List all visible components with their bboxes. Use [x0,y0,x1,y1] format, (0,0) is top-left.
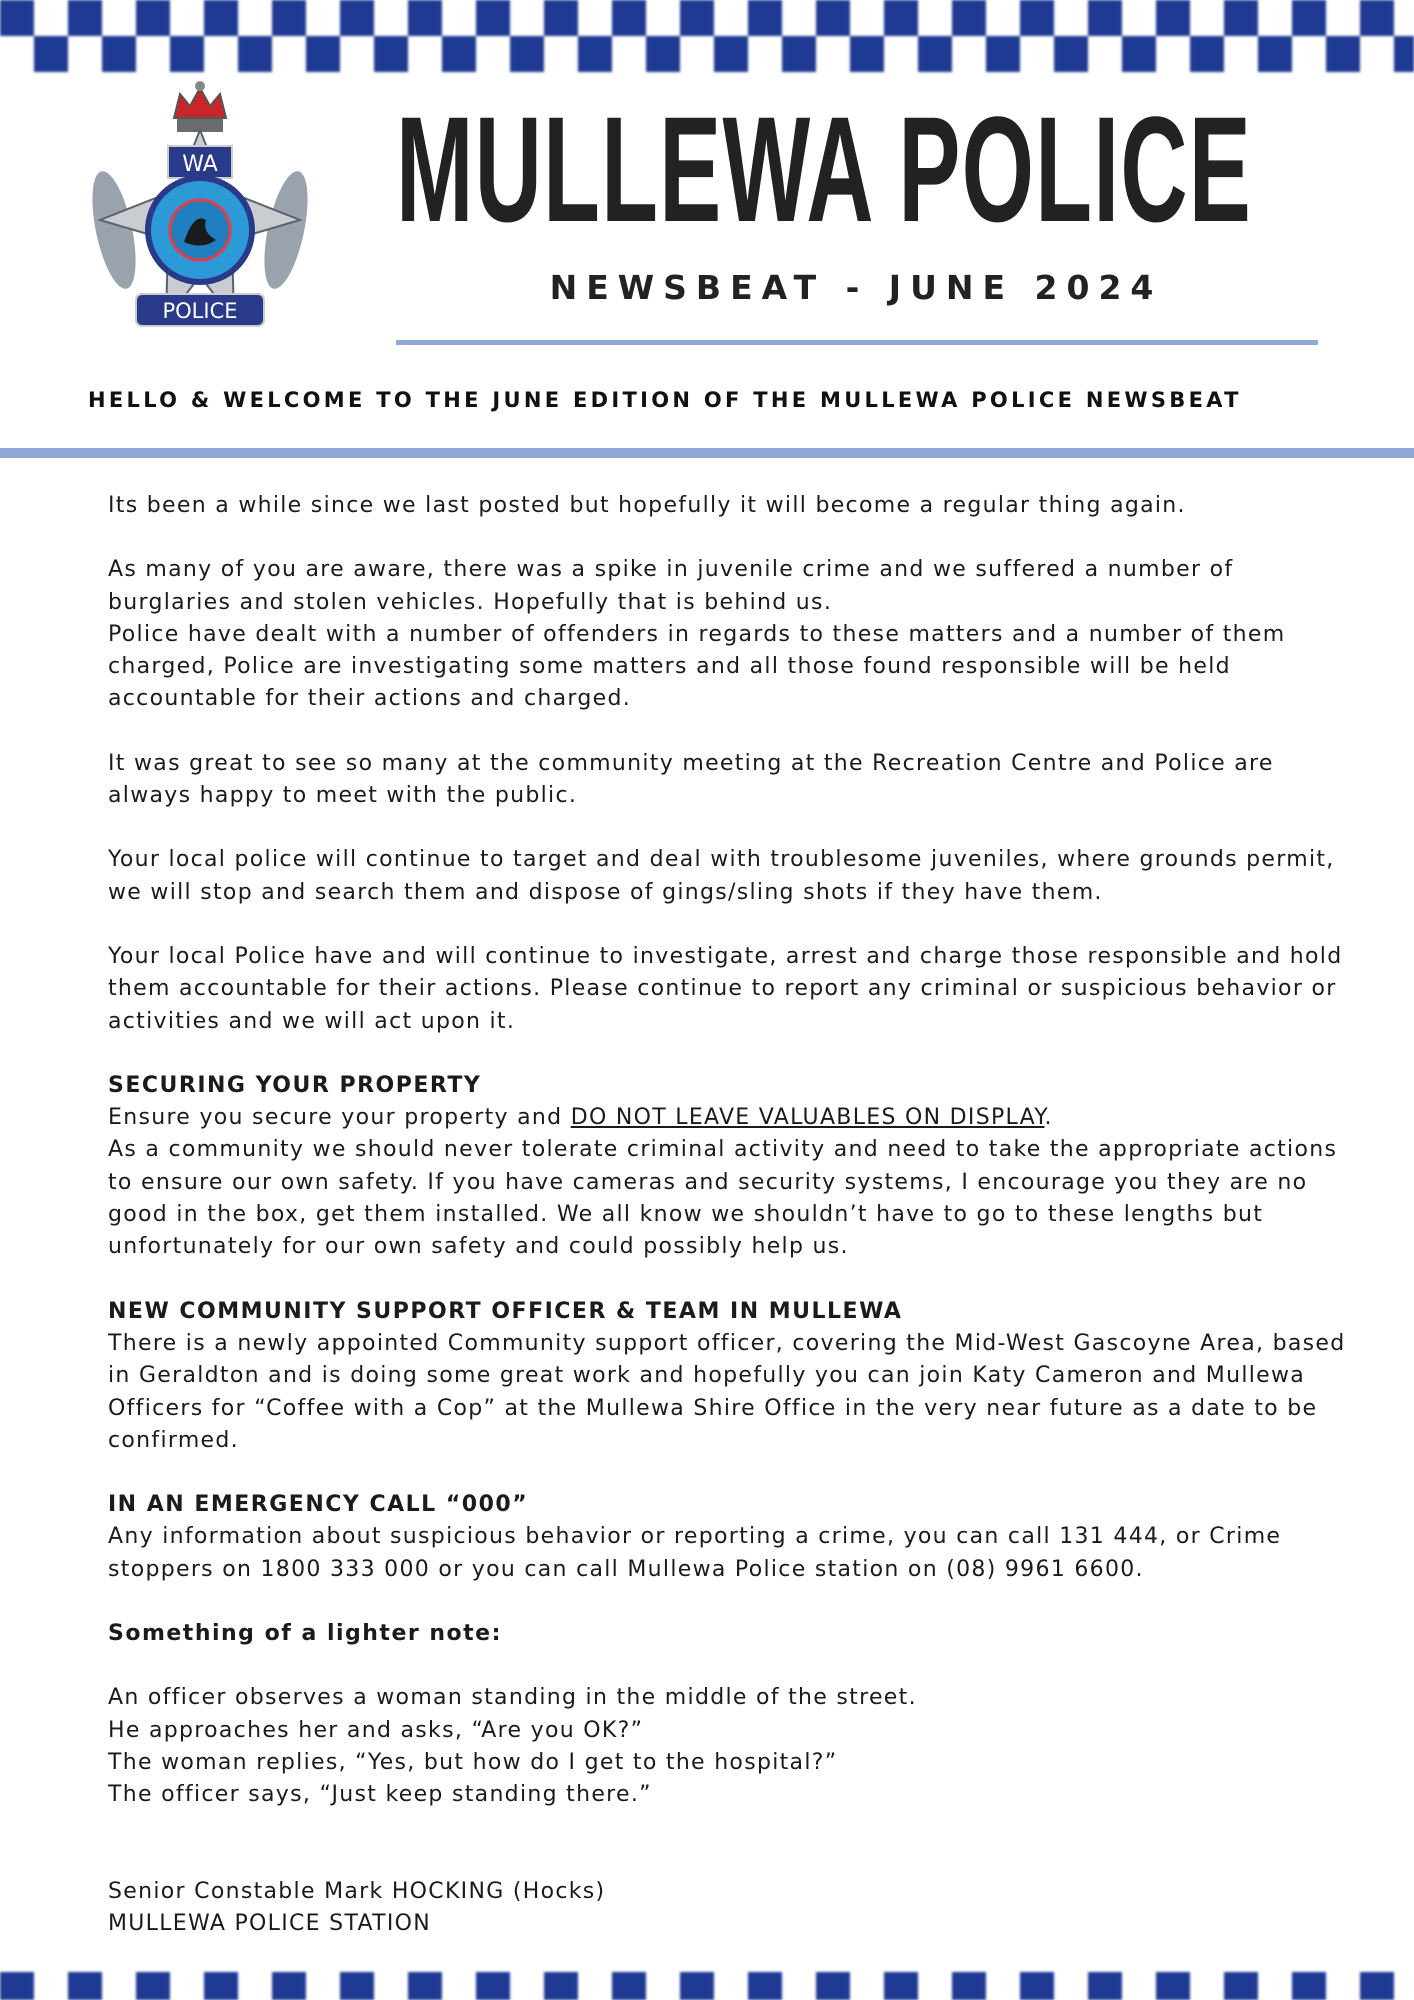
valuables-warning: DO NOT LEAVE VALUABLES ON DISPLAY [570,1105,1045,1131]
checker-square [238,36,272,72]
checker-square [1224,0,1258,36]
checker-square [408,36,442,72]
checker-square [170,1972,204,2000]
support-paragraph: There is a newly appointed Community support officer, covering the Mid-West Gascoyne Area, based in Geraldton and is doing some great work and hopefully you can join Katy Cameron and Mullewa Officers for “Coffee with a Cop” at the Mullewa Shire Office in the very near future as a date to be confirmed. [108,1330,1346,1453]
checker-square [646,0,680,36]
checker-square [918,0,952,36]
checker-square [374,36,408,72]
page-title: MULLEWA POLICE [396,85,1253,253]
checker-square [408,0,442,36]
checker-square [816,1972,850,2000]
checker-square [136,1972,170,2000]
joke-line: The woman replies, “Yes, but how do I get to the hospital?” [108,1749,838,1775]
crown-icon [174,81,226,132]
checker-square [102,36,136,72]
signature-name: Senior Constable Mark HOCKING (Hocks) [108,1878,606,1904]
checker-square [1292,1972,1326,2000]
newsletter-body [108,490,1348,1940]
checker-band-top [0,0,1414,72]
checker-square [1054,0,1088,36]
checker-square [1088,1972,1122,2000]
checker-band-bottom [0,1972,1414,2000]
checker-square [986,0,1020,36]
checker-square [1122,1972,1156,2000]
checker-square [1156,36,1190,72]
checker-square [374,0,408,36]
checker-square [1224,36,1258,72]
checker-square [136,36,170,72]
checker-square [748,36,782,72]
checker-square [102,1972,136,2000]
checker-square [34,1972,68,2000]
checker-square [0,36,34,72]
joke-line: The officer says, “Just keep standing there.” [108,1782,652,1808]
checker-square [918,36,952,72]
emergency-paragraph: Any information about suspicious behavior or reporting a crime, you can call 131 444, or Crime stoppers on 1800 333 000 or you can call Mullewa Police station on (08) 9961 6600. [108,1524,1282,1582]
checker-square [850,0,884,36]
checker-square [952,1972,986,2000]
checker-square [442,1972,476,2000]
checker-square [34,0,68,36]
intro-paragraph: Its been a while since we last posted but hopefully it will become a regular thing again. [108,493,1186,518]
svg-text:WA: WA [182,152,218,177]
checker-square [1258,1972,1292,2000]
checker-square [1020,36,1054,72]
checker-square [782,36,816,72]
checker-square [272,36,306,72]
checker-square [714,0,748,36]
intro-paragraph: Police have dealt with a number of offenders in regards to these matters and a number of them charged, Police are investigating some matters and all those found responsible will be held accountable for their actions and charged. [108,621,1286,712]
property-heading: SECURING YOUR PROPERTY [108,1072,482,1098]
intro-paragraph: As many of you are aware, there was a spike in juvenile crime and we suffered a number of burglaries and stolen vehicles. Hopefully that is behind us. [108,557,1234,615]
checker-square [1360,0,1394,36]
checker-square [1360,1972,1394,2000]
checker-square [884,0,918,36]
intro-paragraph: It was great to see so many at the community meeting at the Recreation Centre and Police are always happy to meet with the public. [108,750,1274,809]
checker-square [1190,1972,1224,2000]
checker-square [510,0,544,36]
checker-square [1190,0,1224,36]
signature-station: MULLEWA POLICE STATION [108,1910,432,1936]
joke-line: He approaches her and asks, “Are you OK?” [108,1717,644,1743]
checker-square [204,36,238,72]
checker-square [612,1972,646,2000]
header-divider [396,340,1318,345]
section-divider [0,448,1414,458]
checker-square [510,1972,544,2000]
checker-square [340,1972,374,2000]
checker-square [578,1972,612,2000]
checker-square [0,0,34,36]
checker-square [1122,36,1156,72]
checker-square [1224,1972,1258,2000]
checker-square [1190,36,1224,72]
checker-square [952,0,986,36]
checker-square [1156,1972,1190,2000]
checker-square [1020,1972,1054,2000]
checker-square [1088,0,1122,36]
checker-square [170,36,204,72]
checker-square [102,0,136,36]
checker-square [1088,36,1122,72]
checker-square [1258,0,1292,36]
checker-square [34,36,68,72]
checker-square [170,0,204,36]
support-heading: NEW COMMUNITY SUPPORT OFFICER & TEAM IN MULLEWA [108,1298,903,1324]
checker-square [544,1972,578,2000]
checker-square [0,1972,34,2000]
page-subtitle: NEWSBEAT - JUNE 2024 [549,268,1163,307]
checker-square [1258,36,1292,72]
checker-square [1394,36,1414,72]
checker-square [68,0,102,36]
checker-square [680,36,714,72]
checker-square [306,0,340,36]
checker-square [1020,0,1054,36]
checker-square [680,0,714,36]
checker-square [272,1972,306,2000]
checker-square [238,0,272,36]
checker-square [1394,0,1414,36]
checker-square [476,36,510,72]
checker-square [1360,36,1394,72]
checker-square [306,36,340,72]
checker-square [204,0,238,36]
checker-square [748,0,782,36]
checker-square [136,0,170,36]
checker-square [850,36,884,72]
checker-square [1156,0,1190,36]
checker-square [1054,1972,1088,2000]
checker-square [918,1972,952,2000]
checker-square [510,36,544,72]
checker-square [544,0,578,36]
checker-square [1326,0,1360,36]
checker-square [340,0,374,36]
checker-square [272,0,306,36]
checker-square [578,0,612,36]
checker-square [884,1972,918,2000]
checker-square [714,36,748,72]
checker-square [612,36,646,72]
property-line-text: Ensure you secure your property and [108,1105,571,1131]
checker-square [782,0,816,36]
checker-square [1326,1972,1360,2000]
checker-square [1394,1972,1414,2000]
checker-square [952,36,986,72]
checker-square [816,36,850,72]
checker-square [442,36,476,72]
checker-square [986,1972,1020,2000]
property-line-end: . [1044,1105,1053,1131]
checker-square [408,1972,442,2000]
checker-square [646,36,680,72]
checker-square [68,36,102,72]
checker-square [578,36,612,72]
checker-square [1054,36,1088,72]
joke-line: An officer observes a woman standing in the middle of the street. [108,1685,917,1711]
checker-square [612,0,646,36]
intro-paragraph: Your local police will continue to target and deal with troublesome juveniles, where grounds permit, we will stop and search them and dispose of gings/sling shots if they have them. [108,847,1335,905]
checker-square [204,1972,238,2000]
emergency-heading: IN AN EMERGENCY CALL “000” [108,1492,529,1518]
checker-square [1326,36,1360,72]
checker-square [68,1972,102,2000]
wa-police-badge-icon [84,80,316,348]
checker-square [714,1972,748,2000]
welcome-banner: HELLO & WELCOME TO THE JUNE EDITION OF THE MULLEWA POLICE NEWSBEAT [88,388,1242,412]
checker-square [816,0,850,36]
property-line [108,1102,1348,1134]
checker-square [782,1972,816,2000]
checker-square [680,1972,714,2000]
checker-square [850,1972,884,2000]
checker-square [646,1972,680,2000]
checker-square [374,1972,408,2000]
intro-paragraph: Your local Police have and will continue to investigate, arrest and charge those responsible and hold them accountable for their actions. Please continue to report any criminal or suspicious behavior or activities and we will act upon it. [108,943,1343,1034]
checker-square [306,1972,340,2000]
checker-square [1292,36,1326,72]
checker-square [238,1972,272,2000]
checker-square [442,0,476,36]
property-paragraph: As a community we should never tolerate criminal activity and need to take the appropriate actions to ensure our own safety. If you have cameras and security systems, I encourage you they are no good in the box, get them installed. We all know we shouldn’t have to go to these lengths but unfortunately for our own safety and could possibly help us. [108,1137,1338,1260]
checker-square [986,36,1020,72]
lighter-heading: Something of a lighter note: [108,1621,502,1647]
checker-square [748,1972,782,2000]
svg-text:POLICE: POLICE [162,299,238,323]
checker-square [884,36,918,72]
checker-square [1292,0,1326,36]
checker-square [476,0,510,36]
checker-square [1122,0,1156,36]
checker-square [544,36,578,72]
checker-square [340,36,374,72]
checker-square [476,1972,510,2000]
